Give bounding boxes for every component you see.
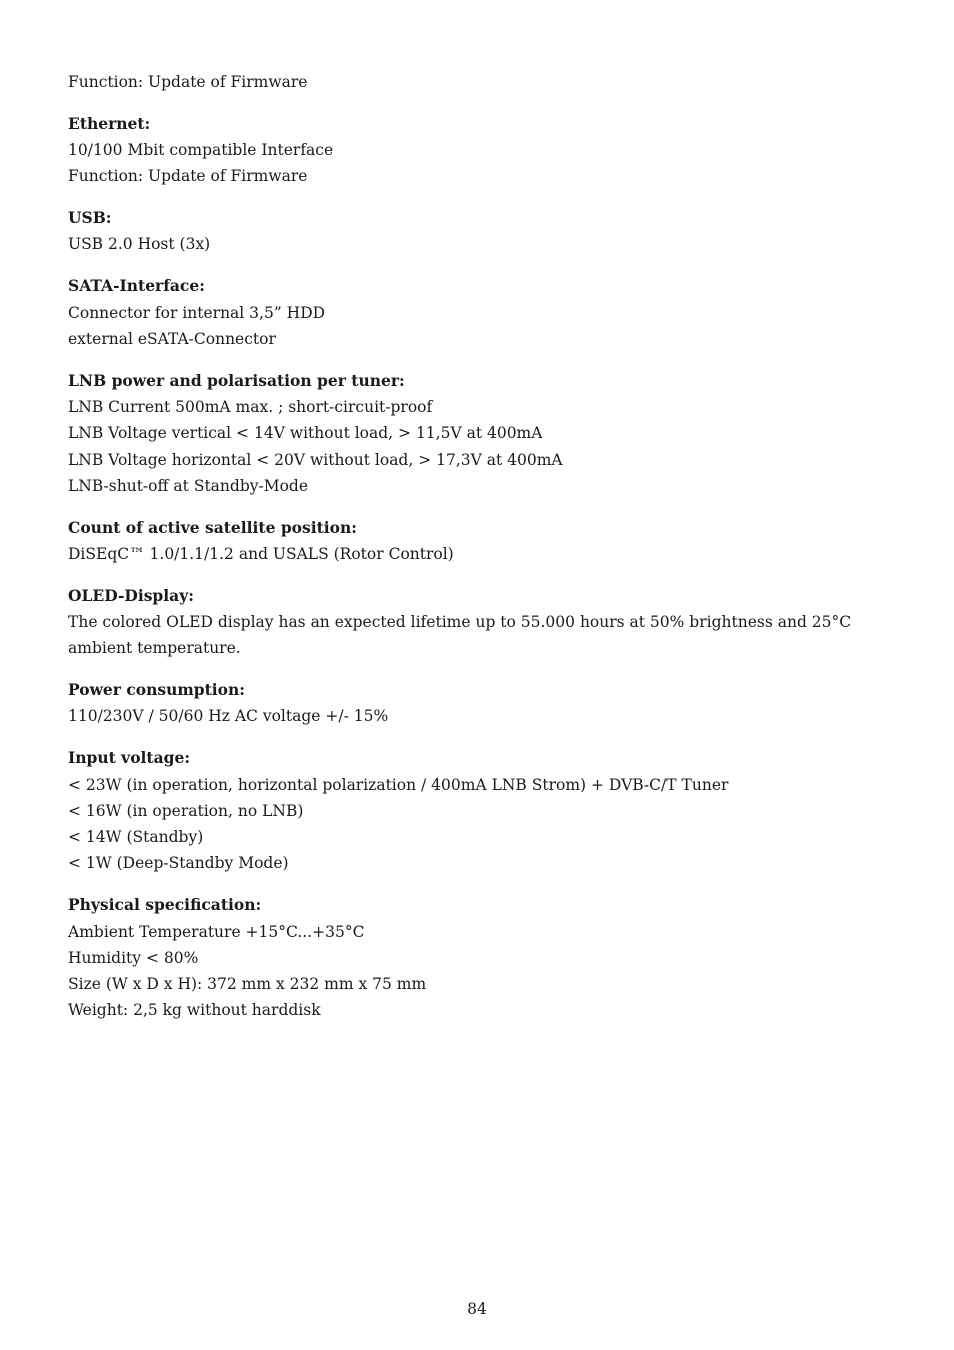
spec-line: Function: Update of Firmware [68,167,308,186]
section-sata [68,273,898,352]
spec-line: < 14W (Standby) [68,828,204,847]
spec-line: 110/230V / 50/60 Hz AC voltage +/- 15% [68,707,389,726]
spec-line: < 23W (in operation, horizontal polarization / 400mA LNB Strom) + DVB-C/T Tuner [68,775,729,794]
section-heading: OLED-Display: [68,585,194,605]
spec-line: Weight: 2,5 kg without harddisk [68,1001,321,1020]
section-oled-display [68,583,898,662]
section-firmware-continuation [68,69,898,95]
section-satellite-position [68,515,898,568]
spec-line: Humidity < 80% [68,948,199,967]
spec-line: < 1W (Deep-Standby Mode) [68,854,289,873]
section-usb [68,205,898,258]
section-heading: LNB power and polarisation per tuner: [68,370,405,390]
spec-paragraph: The colored OLED display has an expected lifetime up to 55.000 hours at 50% brightness and 25°C ambient temperature. [68,613,852,658]
section-heading: Input voltage: [68,748,191,768]
section-heading: Physical specification: [68,895,262,915]
spec-line: Function: Update of Firmware [68,73,308,91]
section-heading: SATA-Interface: [68,276,205,296]
spec-line: LNB Current 500mA max. ; short-circuit-proof [68,397,433,416]
section-heading: Count of active satellite position: [68,517,358,537]
spec-line: 10/100 Mbit compatible Interface [68,141,334,160]
document-body [68,69,898,1039]
section-power-consumption [68,677,898,730]
section-heading: Power consumption: [68,680,246,700]
spec-line: LNB Voltage vertical < 14V without load, > 11,5V at 400mA [68,424,543,443]
spec-line: Size (W x D x H): 372 mm x 232 mm x 75 mm [68,975,427,994]
section-lnb-power [68,368,898,499]
spec-line: external eSATA-Connector [68,329,276,348]
spec-line: < 16W (in operation, no LNB) [68,801,304,820]
section-ethernet [68,111,898,190]
section-input-voltage [68,745,898,876]
spec-line: Connector for internal 3,5” HDD [68,303,326,322]
spec-line: LNB-shut-off at Standby-Mode [68,476,309,495]
section-heading: Ethernet: [68,113,151,133]
section-physical-specification [68,892,898,1023]
spec-line: DiSEqC™ 1.0/1.1/1.2 and USALS (Rotor Control) [68,544,454,563]
spec-line: LNB Voltage horizontal < 20V without load, > 17,3V at 400mA [68,450,563,469]
spec-line: Ambient Temperature +15°C...+35°C [68,922,365,941]
spec-line: USB 2.0 Host (3x) [68,235,211,254]
section-heading: USB: [68,208,112,228]
page-number: 84 [467,1300,487,1318]
